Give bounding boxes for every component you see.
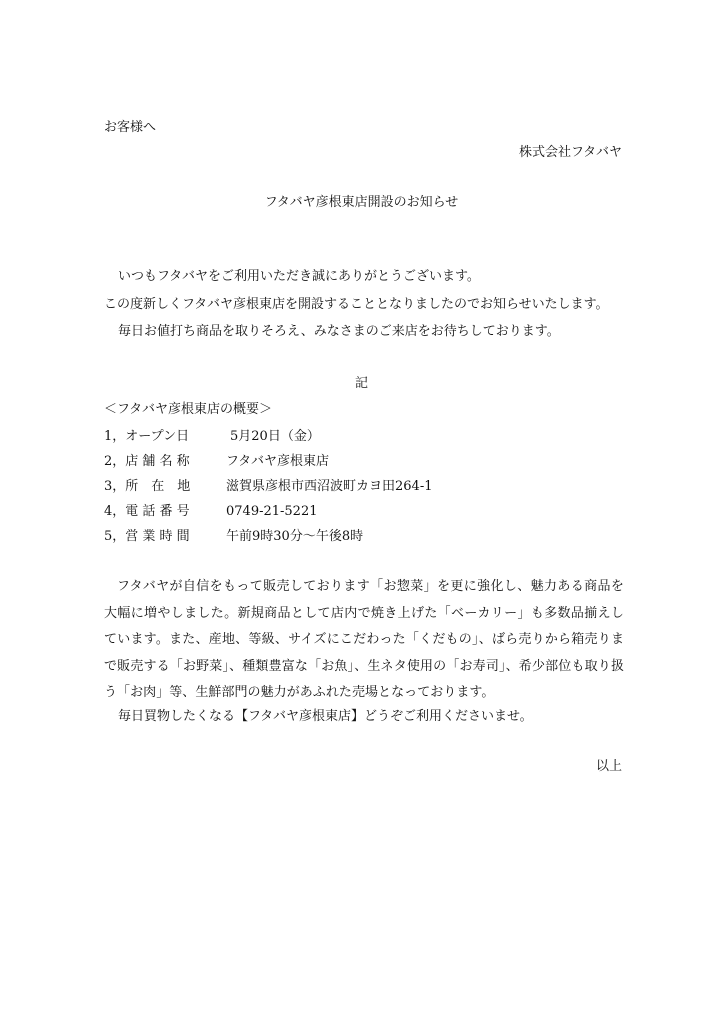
greeting-line: この度新しくフタバヤ彦根東店を開設することとなりましたのでお知らせいたします。	[104, 297, 609, 312]
overview-value-address: 滋賀県彦根市西沼波町カヨ田264-1	[226, 479, 433, 494]
sender-company: 株式会社フタバヤ	[519, 145, 622, 160]
overview-label-opening-date: 1，オープン日	[104, 429, 190, 444]
closing-ijo: 以上	[595, 759, 622, 774]
closing-line: 毎日買物したくなる【フタバヤ彦根東店】どうぞご利用くださいませ。	[118, 709, 533, 724]
overview-label-phone: 4，電 話 番 号	[104, 504, 190, 519]
overview-heading: ＜フタバヤ彦根東店の概要＞	[104, 402, 272, 417]
overview-value-store-name: フタバヤ彦根東店	[226, 454, 329, 469]
document-title: フタバヤ彦根東店開設のお知らせ	[264, 195, 459, 210]
ki-heading: 記	[354, 376, 368, 391]
overview-value-opening-date: 5月20日（金）	[230, 429, 320, 444]
body-paragraph: フタバヤが自信をもって販売しております「お惣菜」を更に強化し、魅力ある商品を大幅に増やしました。新規商品として店内で焼き上げた「ベーカリー」も多数品揃えしています。また、産地、等級、サイズにこだわった「くだもの」、ばら売りから箱売りまで販売する「お野菜」、種類豊富な「お魚」、生ネタ使用の「お寿司」、希少部位も取り扱う「お肉」等、生鮮部門の魅力があふれた売場となっております。	[104, 579, 624, 700]
addressee: お客様へ	[104, 120, 157, 135]
greeting-line: いつもフタバヤをご利用いただき誠にありがとうございます。	[118, 269, 480, 284]
overview-label-store-name: 2，店 舗 名 称	[104, 454, 190, 469]
overview-value-hours: 午前9時30分～午後8時	[226, 529, 364, 544]
overview-label-address: 3，所 在 地	[104, 479, 191, 494]
overview-label-hours: 5，営 業 時 間	[104, 529, 190, 544]
overview-value-phone: 0749-21-5221	[226, 504, 318, 519]
greeting-line: 毎日お値打ち商品を取りそろえ、みなさまのご来店をお待ちしております。	[118, 324, 560, 339]
